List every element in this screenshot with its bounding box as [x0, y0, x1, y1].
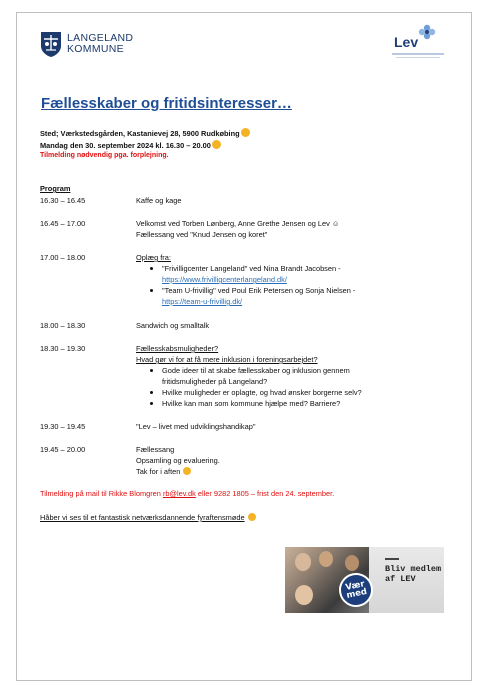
frivilligcenter-link[interactable]: https://www.frivilligcenterlangeland.dk/ — [162, 275, 287, 284]
closing-line — [40, 513, 256, 522]
coat-of-arms-icon — [40, 30, 62, 58]
program-description — [136, 343, 362, 409]
program-time: 17.00 – 18.00 — [40, 253, 86, 262]
badge-text: Vær med — [344, 579, 369, 601]
location-line — [40, 128, 250, 138]
program-time: 16.30 – 16.45 — [40, 196, 86, 205]
lev-tagline-bar-2 — [396, 57, 440, 58]
date-text: Mandag den 30. september 2024 kl. 16.30 – 20.00 — [40, 141, 211, 150]
bullet-text: Gode ideer til at skabe fællesskaber og inklusion gennem — [162, 366, 350, 375]
program-heading: Program — [40, 184, 71, 193]
signup-email-link[interactable]: rb@lev.dk — [162, 489, 196, 498]
program-line-text: Tak for i aften — [136, 467, 181, 476]
program-description — [136, 320, 209, 331]
program-description — [136, 195, 181, 206]
bullet-text: Hvilke muligheder er oplagte, og hvad ønsker borgerne selv? — [162, 388, 362, 397]
signup-text-after: eller 9282 1805 – frist den 24. september. — [195, 489, 335, 498]
program-time: 19.45 – 20.00 — [40, 445, 86, 454]
page-title: Fællesskaber og fritidsinteresser… — [41, 95, 292, 112]
smiley-icon — [248, 513, 256, 521]
face-image — [295, 585, 313, 605]
program-question: Hvad gør vi for at få mere inklusion i foreningsarbejdet? — [136, 355, 318, 364]
bullet-item — [149, 365, 362, 387]
kommune-name-line1: LANGELAND — [67, 32, 134, 44]
membership-photo — [285, 547, 444, 613]
program-description — [136, 218, 339, 240]
program-time: 18.30 – 19.30 — [40, 344, 86, 353]
kommune-name-line2: KOMMUNE — [67, 43, 124, 55]
photo-tagline: Bliv medlem af LEV — [385, 564, 442, 584]
program-line: Fællessang — [136, 445, 175, 454]
program-description — [136, 252, 355, 307]
kommune-name — [67, 33, 133, 55]
closing-text: Håber vi ses til et fantastisk netværksdannende fyraftensmøde — [40, 513, 245, 522]
program-subheading: Oplæg fra: — [136, 253, 171, 262]
program-time: 16.45 – 17.00 — [40, 219, 86, 228]
program-line: "Lev – livet med udviklingshandikap" — [136, 422, 256, 431]
program-line — [136, 466, 220, 477]
langeland-kommune-logo — [40, 30, 133, 58]
program-line: Velkomst ved Torben Lønberg, Anne Grethe Jensen og Lev ☺ — [136, 219, 340, 228]
face-image — [319, 551, 333, 567]
face-image — [345, 555, 359, 571]
lev-tagline-bar — [392, 53, 444, 55]
team-u-frivillig-link[interactable]: https://team-u-frivillig.dk/ — [162, 297, 243, 306]
bullet-text-continued: fritidsmuligheder på Langeland? — [162, 377, 268, 386]
smiley-icon — [212, 140, 221, 149]
bullet-item — [149, 387, 362, 398]
registration-note: Tilmelding nødvendig pga. forplejning. — [40, 152, 169, 159]
location-text: Sted; Værkstedsgården, Kastanievej 28, 5900 Rudkøbing — [40, 129, 240, 138]
program-line: Sandwich og smalltalk — [136, 321, 210, 330]
bullet-text: Hvilke kan man som kommune hjælpe med? Barriere? — [162, 399, 341, 408]
lev-logo — [392, 22, 444, 60]
program-line: Fællessang ved "Knud Jensen og koret" — [136, 230, 268, 239]
bullet-item — [149, 285, 355, 307]
bullet-list — [149, 365, 362, 409]
signup-text-before: Tilmelding på mail til Rikke Blomgren — [40, 489, 163, 498]
smiley-icon — [241, 128, 250, 137]
program-time: 19.30 – 19.45 — [40, 422, 86, 431]
flower-icon — [418, 24, 436, 40]
smiley-icon — [183, 467, 191, 475]
lev-logo-text: Lev — [394, 34, 419, 50]
bullet-item — [149, 398, 362, 409]
bullet-text: "Frivilligcenter Langeland" ved Nina Brandt Jacobsen - — [162, 264, 341, 273]
bullet-text: "Team U-frivillig" ved Poul Erik Petersen og Sonja Nielsen - — [162, 286, 356, 295]
bullet-item — [149, 263, 355, 285]
decor-line — [385, 558, 399, 560]
program-subheading: Fællesskabsmuligheder? — [136, 344, 219, 353]
program-description — [136, 444, 220, 477]
signup-line — [40, 489, 334, 498]
bullet-list — [149, 263, 355, 307]
program-line: Kaffe og kage — [136, 196, 182, 205]
date-line — [40, 140, 221, 150]
program-line: Opsamling og evaluering. — [136, 456, 220, 465]
program-time: 18.00 – 18.30 — [40, 321, 86, 330]
face-image — [295, 553, 311, 571]
program-description — [136, 421, 255, 432]
